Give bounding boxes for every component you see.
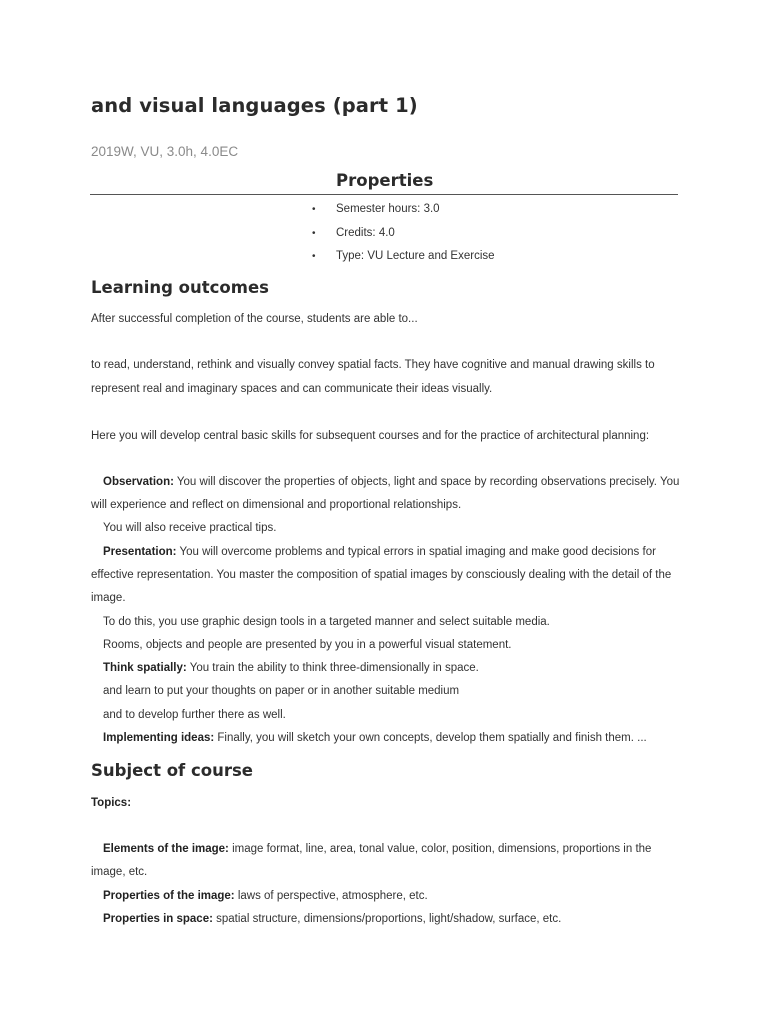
think-text: You train the ability to think three-dimensionally in space. bbox=[186, 662, 479, 674]
course-meta: 2019W, VU, 3.0h, 4.0EC bbox=[91, 144, 239, 159]
outcomes-para2: Here you will develop central basic skills for subsequent courses and for the practice of architectural planning: bbox=[91, 430, 650, 442]
presentation-text: You will overcome problems and typical errors in spatial imaging and make good decisions for bbox=[176, 546, 656, 558]
think-line1 bbox=[103, 662, 479, 674]
implementing-line1 bbox=[103, 732, 647, 744]
presentation-line2: effective representation. You master the composition of spatial images by consciously dealing with the detail of the bbox=[91, 569, 672, 581]
presentation-label: Presentation: bbox=[103, 546, 177, 558]
properties-image-label: Properties of the image: bbox=[103, 890, 235, 902]
topics-label bbox=[91, 797, 131, 809]
think-label: Think spatially: bbox=[103, 662, 187, 674]
properties-image-text: laws of perspective, atmosphere, etc. bbox=[234, 890, 428, 902]
properties-image-line bbox=[103, 890, 428, 902]
section-divider bbox=[90, 194, 678, 195]
implementing-label: Implementing ideas: bbox=[103, 732, 215, 744]
observation-text: You will discover the properties of objects, light and space by recording observations precisely. You bbox=[173, 476, 680, 488]
presentation-line3: image. bbox=[91, 592, 126, 604]
property-type: Type: VU Lecture and Exercise bbox=[336, 250, 495, 262]
properties-space-line bbox=[103, 913, 561, 925]
bullet-icon: • bbox=[312, 227, 316, 239]
property-semester-hours: Semester hours: 3.0 bbox=[336, 203, 440, 215]
bullet-icon: • bbox=[312, 204, 316, 215]
observation-label: Observation: bbox=[103, 476, 174, 488]
think-line3: and to develop further there as well. bbox=[103, 709, 286, 721]
outcomes-intro: After successful completion of the course, students are able to... bbox=[91, 313, 418, 325]
topics-label-text: Topics: bbox=[91, 797, 132, 809]
observation-line1 bbox=[103, 476, 679, 488]
outcomes-para1-line2: represent real and imaginary spaces and can communicate their ideas visually. bbox=[91, 383, 493, 395]
property-credits: Credits: 4.0 bbox=[336, 226, 395, 239]
elements-text: image format, line, area, tonal value, color, position, dimensions, proportions in the bbox=[228, 843, 652, 855]
bullet-icon: • bbox=[312, 251, 316, 262]
presentation-tools: To do this, you use graphic design tools in a targeted manner and select suitable media. bbox=[103, 616, 550, 628]
properties-space-text: spatial structure, dimensions/proportions, light/shadow, surface, etc. bbox=[212, 913, 562, 925]
properties-space-label: Properties in space: bbox=[103, 913, 213, 925]
think-line2: and learn to put your thoughts on paper or in another suitable medium bbox=[103, 685, 460, 697]
elements-line1 bbox=[103, 843, 651, 855]
presentation-line1 bbox=[103, 546, 656, 558]
presentation-rooms: Rooms, objects and people are presented by you in a powerful visual statement. bbox=[103, 639, 512, 651]
elements-line2: image, etc. bbox=[91, 866, 148, 878]
learning-outcomes-heading: Learning outcomes bbox=[91, 278, 269, 297]
subject-heading: Subject of course bbox=[91, 761, 253, 780]
implementing-text: Finally, you will sketch your own concepts, develop them spatially and finish them. ... bbox=[214, 732, 647, 744]
observation-tips: You will also receive practical tips. bbox=[103, 522, 277, 534]
observation-line2: will experience and reflect on dimensional and proportional relationships. bbox=[91, 499, 462, 511]
elements-label: Elements of the image: bbox=[103, 843, 229, 855]
outcomes-para1-line1: to read, understand, rethink and visually convey spatial facts. They have cognitive and manual drawing skills to bbox=[91, 359, 655, 371]
properties-heading: Properties bbox=[336, 171, 434, 190]
page-title: and visual languages (part 1) bbox=[91, 94, 418, 117]
